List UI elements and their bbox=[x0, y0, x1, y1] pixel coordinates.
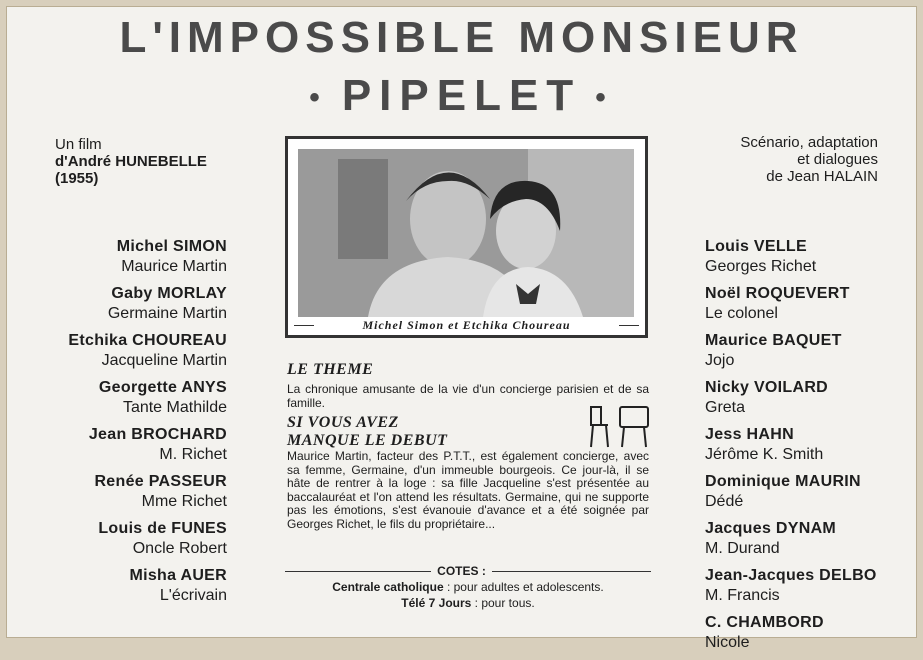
title-line-2 bbox=[0, 72, 923, 122]
cast-actor: Jean BROCHARD bbox=[88, 426, 227, 443]
cast-role: Jojo bbox=[705, 352, 735, 369]
cast-actor: Michel SIMON bbox=[116, 238, 227, 255]
cotes-line-2: Télé 7 Jours : pour tous. bbox=[401, 596, 535, 610]
cast-actor: Nicky VOILARD bbox=[705, 379, 829, 396]
cast-actor: Renée PASSEUR bbox=[94, 473, 227, 490]
cast-list-right bbox=[705, 237, 877, 660]
cast-role: Germaine Martin bbox=[107, 305, 227, 322]
title-line-1: L'IMPOSSIBLE MONSIEUR bbox=[119, 13, 804, 62]
theme-heading: LE THEME bbox=[287, 361, 374, 378]
cast-role: Dédé bbox=[705, 493, 744, 510]
cast-role: Tante Mathilde bbox=[122, 399, 227, 416]
cast-entry bbox=[68, 425, 227, 465]
cast-actor: Maurice BAQUET bbox=[705, 332, 842, 349]
cast-entry bbox=[705, 331, 877, 371]
cast-entry bbox=[68, 472, 227, 512]
cast-role: Le colonel bbox=[705, 305, 778, 322]
missed-start-text: Maurice Martin, facteur des P.T.T., est également concierge, avec sa femme, Germaine, d'un immeuble bourgeois. Ce jour-là, il se hâte de rentrer à la loge : sa fille Jacqueline s'est présentée au baccalauréat et l'on attend les résultats. Germaine, qui ne supporte pas les émotions, s'est évanouie d'avance et a été soignée par Georges Richet, le fils du propriétaire... bbox=[287, 449, 649, 531]
film-still-frame bbox=[285, 136, 648, 338]
cast-entry bbox=[705, 613, 877, 653]
cast-actor: Gaby MORLAY bbox=[111, 285, 227, 302]
cast-entry bbox=[705, 284, 877, 324]
missed-start-heading-2: MANQUE LE DEBUT bbox=[287, 432, 448, 449]
cast-role: M. Durand bbox=[705, 540, 780, 557]
cast-actor: Etchika CHOUREAU bbox=[68, 332, 227, 349]
cast-role: Maurice Martin bbox=[121, 258, 227, 275]
cast-entry bbox=[68, 378, 227, 418]
cast-role: Jacqueline Martin bbox=[101, 352, 227, 369]
bullet-right: • bbox=[595, 81, 614, 115]
cast-actor: Louis de FUNES bbox=[98, 520, 227, 537]
tv-chair-icon bbox=[588, 403, 652, 449]
film-still-photo bbox=[298, 149, 634, 317]
cast-entry bbox=[705, 425, 877, 465]
cast-entry bbox=[68, 331, 227, 371]
film-still-illustration bbox=[298, 149, 634, 317]
cast-role: M. Francis bbox=[705, 587, 780, 604]
cast-role: Oncle Robert bbox=[132, 540, 227, 557]
cast-role: Nicole bbox=[705, 634, 750, 651]
cast-actor: C. CHAMBORD bbox=[705, 614, 824, 631]
cast-entry bbox=[705, 519, 877, 559]
cast-actor: Jean-Jacques DELBO bbox=[705, 567, 877, 584]
cotes-line-1: Centrale catholique : pour adultes et adolescents. bbox=[332, 580, 604, 594]
cast-role: Jérôme K. Smith bbox=[705, 446, 824, 463]
cotes-label: COTES : bbox=[0, 564, 923, 578]
photo-caption: Michel Simon et Etchika Choureau bbox=[362, 318, 571, 332]
cast-role: Mme Richet bbox=[141, 493, 227, 510]
cast-actor: Dominique MAURIN bbox=[705, 473, 861, 490]
cast-entry bbox=[705, 378, 877, 418]
cast-actor: Georgette ANYS bbox=[98, 379, 227, 396]
cast-entry bbox=[68, 237, 227, 277]
director-credit: Un film d'André HUNEBELLE (1955) bbox=[55, 136, 207, 187]
cast-role: L'écrivain bbox=[159, 587, 227, 604]
cast-entry bbox=[705, 472, 877, 512]
cast-entry bbox=[68, 284, 227, 324]
cast-role: Georges Richet bbox=[705, 258, 817, 275]
cast-list-left bbox=[68, 237, 227, 613]
missed-start-heading-1: SI VOUS AVEZ bbox=[287, 414, 399, 431]
cast-actor: Noël ROQUEVERT bbox=[705, 285, 850, 302]
cast-role: M. Richet bbox=[159, 446, 227, 463]
cast-entry bbox=[705, 237, 877, 277]
theme-text: La chronique amusante de la vie d'un concierge parisien et de sa famille. bbox=[287, 382, 649, 410]
cast-actor: Jess HAHN bbox=[705, 426, 794, 443]
cast-entry bbox=[68, 519, 227, 559]
writer-credit: Scénario, adaptation et dialogues de Jean HALAIN bbox=[740, 134, 878, 185]
title-pipelet: PIPELET bbox=[341, 71, 582, 120]
cast-actor: Jacques DYNAM bbox=[705, 520, 837, 537]
cast-actor: Misha AUER bbox=[129, 567, 227, 584]
bullet-left: • bbox=[309, 81, 328, 115]
cast-actor: Louis VELLE bbox=[705, 238, 807, 255]
cast-role: Greta bbox=[705, 399, 746, 416]
